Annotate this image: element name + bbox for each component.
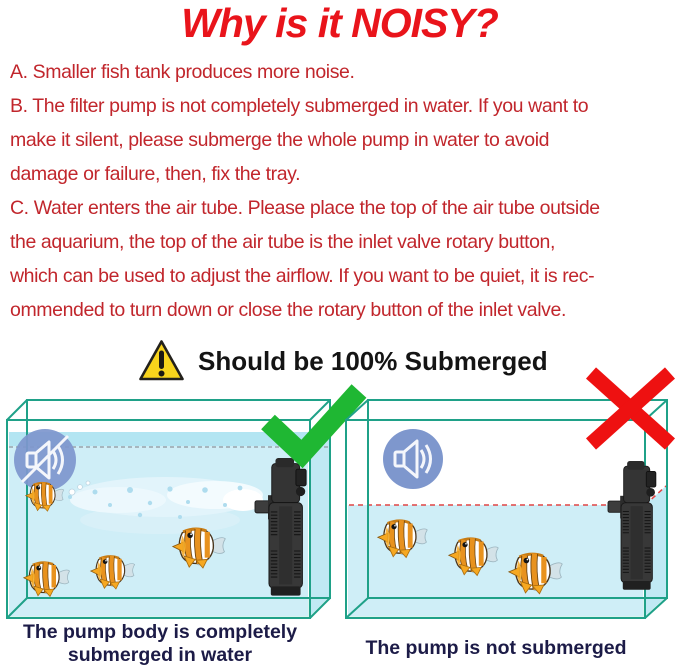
- speaker-loud-icon: [383, 429, 443, 489]
- note-line: B. The filter pump is not completely submerged in water. If you want to: [10, 95, 589, 117]
- right-tank-caption: [346, 637, 646, 660]
- note-line: ommended to turn down or close the rotary button of the inlet valve.: [10, 299, 566, 321]
- right-caption-line: The pump is not submerged: [365, 637, 627, 659]
- speaker-muted-icon: [14, 429, 76, 491]
- warning-label: Should be 100% Submerged: [198, 346, 548, 376]
- page-title: Why is it NOISY?: [181, 0, 498, 46]
- right-tank: [346, 373, 670, 618]
- note-line: make it silent, please submerge the whole pump in water to avoid: [10, 129, 550, 151]
- left-caption-line1: The pump body is completely: [22, 621, 298, 643]
- note-line: which can be used to adjust the airflow. If you want to be quiet, it is rec-: [10, 265, 595, 287]
- note-line: damage or failure, then, fix the tray.: [10, 163, 301, 185]
- left-tank-caption: [10, 621, 310, 667]
- note-line: C. Water enters the air tube. Please place the top of the air tube outside: [10, 197, 600, 219]
- left-caption-line2: submerged in water: [67, 644, 253, 666]
- note-line: the aquarium, the top of the air tube is the inlet valve rotary button,: [10, 231, 556, 253]
- note-line: A. Smaller fish tank produces more noise.: [10, 61, 355, 83]
- left-tank: [7, 391, 359, 618]
